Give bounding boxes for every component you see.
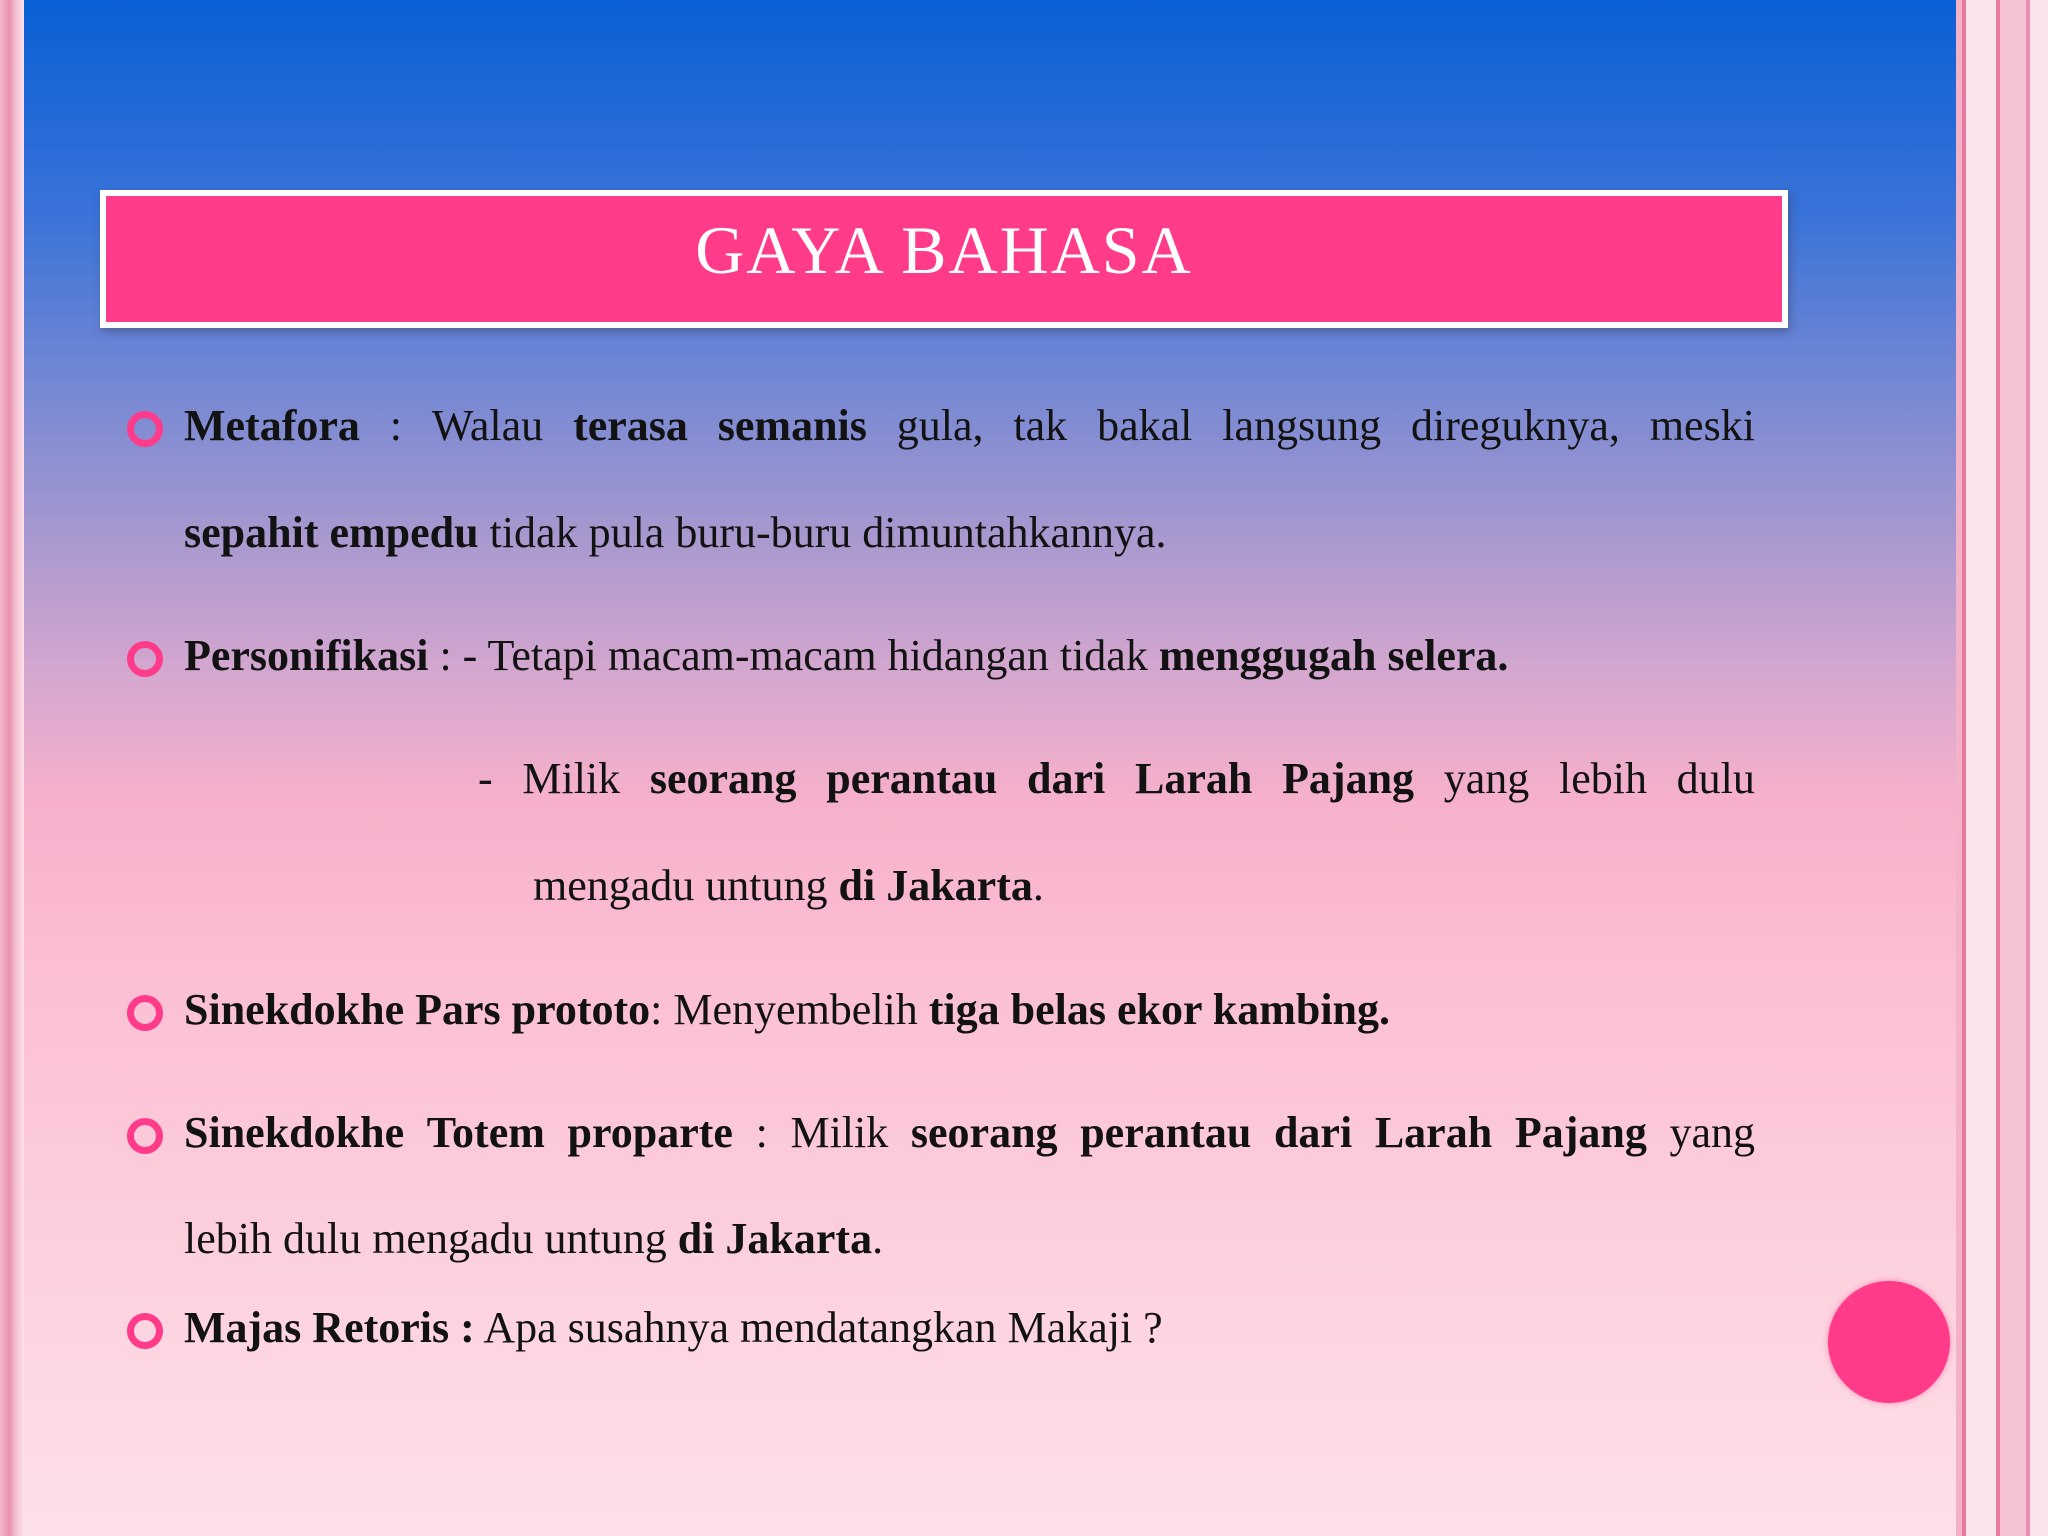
totem-proparte-line-2: lebih dulu mengadu untung di Jakarta. [184, 1214, 884, 1263]
bullet-icon [127, 1118, 163, 1154]
personifikasi-line-1: Personifikasi : - Tetapi macam-macam hidangan tidak menggugah selera. [184, 631, 1509, 680]
personifikasi-sub-line-2: mengadu untung di Jakarta. [533, 861, 1044, 910]
bullet-icon [127, 411, 163, 447]
totem-proparte-line-1: Sinekdokhe Totem proparte : Milik seorang perantau dari Larah Pajang yang [184, 1108, 1755, 1157]
bullet-icon [127, 641, 163, 677]
pars-prototo-line: Sinekdokhe Pars prototo: Menyembelih tiga belas ekor kambing. [184, 985, 1391, 1034]
term-majas-retoris: Majas Retoris : [184, 1303, 475, 1352]
term-metafora: Metafora [184, 401, 360, 450]
decorative-pink-circle [1828, 1281, 1950, 1403]
metafora-line-1: Metafora : Walau terasa semanis gula, tak bakal langsung direguknya, meski [184, 401, 1755, 450]
majas-retoris-line: Majas Retoris : Apa susahnya mendatangkan Makaji ? [184, 1303, 1163, 1352]
metafora-line-2: sepahit empedu tidak pula buru-buru dimuntahkannya. [184, 508, 1167, 557]
slide-title: GAYA BAHASA [695, 211, 1193, 288]
bullet-icon [127, 995, 163, 1031]
term-personifikasi: Personifikasi [184, 631, 429, 680]
bullet-icon [127, 1313, 163, 1349]
personifikasi-sub-line-1: - Milik seorang perantau dari Larah Pajang yang lebih dulu [478, 754, 1755, 803]
term-pars-prototo: Sinekdokhe Pars prototo [184, 985, 651, 1034]
